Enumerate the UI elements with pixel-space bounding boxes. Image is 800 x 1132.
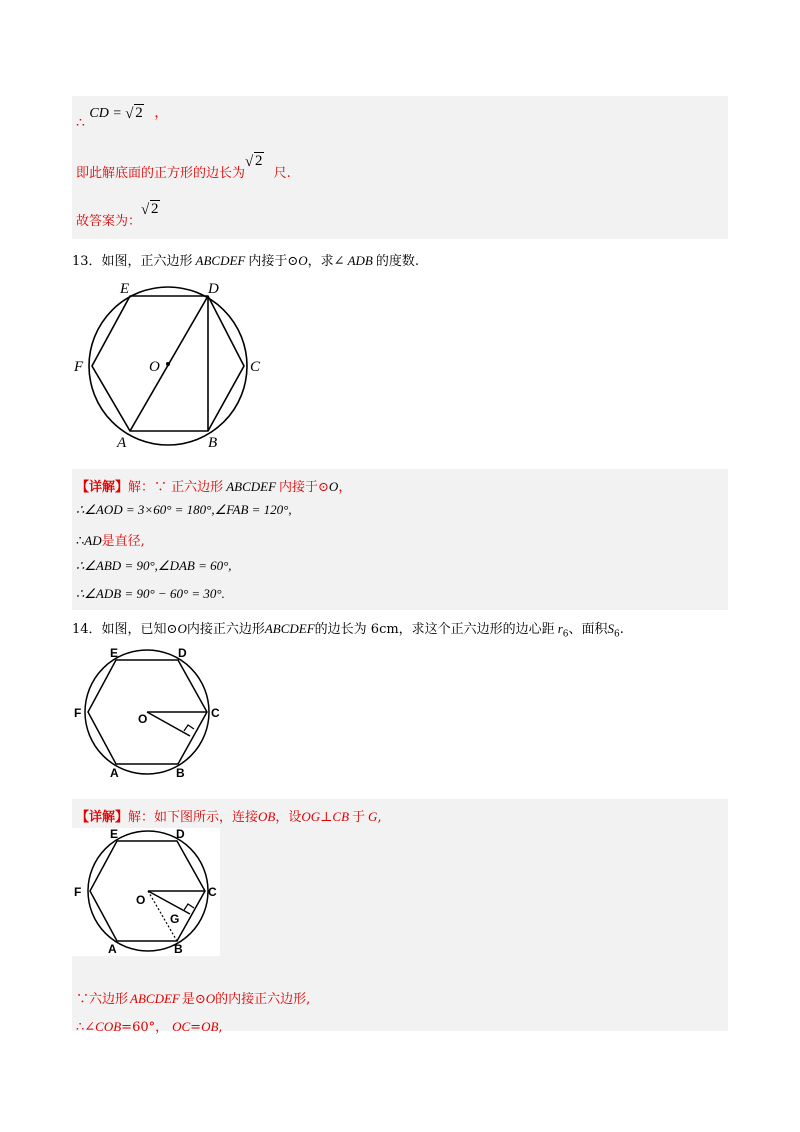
figure-15-hexagon [72, 826, 220, 956]
q13-ask: ，求∠ [307, 254, 345, 269]
q13-poly: ABCDEF [195, 253, 246, 268]
sol14-line2 [76, 988, 310, 1007]
right-angle-mark [184, 725, 194, 731]
sol13-l3c: 是直径, [101, 534, 145, 549]
sol14-l3b: COB [95, 1019, 122, 1034]
sol14-l2c: 是⊙ [181, 992, 206, 1007]
label-b-15: B [174, 942, 183, 956]
detail-tag-14: 【详解】 [76, 810, 129, 825]
q14-r6sub: 6 [562, 629, 569, 640]
label-c-15: C [208, 885, 217, 899]
sol13-o: O [328, 479, 339, 494]
sol13-line1 [76, 476, 351, 495]
q14-t2: 内接正六边形 [186, 622, 265, 637]
segment-og [147, 712, 190, 736]
sol14-g: G [368, 809, 378, 824]
label-c: C [250, 359, 261, 375]
sol14-perp: ⊥ [320, 810, 333, 825]
q13-o: O [298, 253, 308, 268]
label-f: F [74, 359, 84, 375]
label-f-14: F [74, 706, 82, 720]
text-chi: 尺. [273, 166, 291, 181]
figure-13-hexagon [70, 275, 270, 455]
label-e: E [120, 281, 130, 297]
sol14-l3f: OB [201, 1019, 219, 1034]
line-cd [76, 102, 169, 131]
label-a: A [117, 435, 127, 451]
sol14-t1: 解：如下图所示，连接 [128, 810, 259, 825]
therefore-sym: ∴ [76, 115, 85, 131]
label-f-15: F [74, 885, 82, 899]
sol13-poly: ABCDEF [226, 479, 277, 494]
label-o-15: O [136, 893, 146, 907]
sol14-line3 [76, 1016, 223, 1035]
question-13 [72, 250, 419, 269]
line-side-length [76, 150, 291, 181]
sqrt-2-b: √ 2 [245, 153, 263, 170]
sol13-t1: 正六边形 [171, 480, 224, 495]
question-14 [72, 618, 624, 640]
detail-tag: 【详解】 [76, 480, 129, 495]
sol14-l2a: ∵六边形 [76, 992, 129, 1007]
sqrt-2-c: √ 2 [141, 201, 159, 218]
sol14-l3e: = [190, 1020, 202, 1035]
q14-poly: ABCDEF [264, 621, 315, 636]
sol13-line3 [76, 530, 145, 549]
q14-r6: r [557, 621, 563, 636]
q14-s6sub: 6 [614, 629, 620, 640]
sol14-t3: 于 [352, 810, 366, 825]
q13-num: 13．如图，正六边形 [72, 254, 193, 269]
q14-s6: S [607, 621, 614, 636]
label-b: B [208, 435, 218, 451]
q13-mid: 内接于⊙ [248, 254, 299, 269]
sol13-line2: ∴∠AOD = 3×60° = 180°,∠FAB = 120°, [76, 502, 292, 517]
text-side: 即此解底面的正方形的边长为 [76, 166, 246, 181]
q14-t4: 、面积 [568, 622, 608, 637]
label-b-14: B [176, 766, 185, 780]
label-a-14: A [110, 766, 119, 780]
label-d-15: D [176, 827, 185, 841]
label-d-14: D [178, 646, 187, 660]
sol14-l3a: ∴∠ [76, 1020, 96, 1035]
label-c-14: C [211, 706, 220, 720]
q13-adb: ADB [347, 253, 373, 268]
sol14-l2d: O [205, 991, 216, 1006]
label-g-15: G [170, 912, 180, 926]
label-e-15: E [110, 827, 119, 841]
cd-eq: CD = [89, 106, 126, 121]
sol14-cb: CB [332, 809, 350, 824]
line-answer [76, 198, 160, 229]
sol13-l3b: AD [84, 533, 102, 548]
answer-label: 故答案为： [76, 214, 142, 229]
sol13-l3a: ∴ [76, 534, 85, 549]
sol14-l3g: , [218, 1020, 223, 1035]
q14-text: 14．如图，已知⊙ [72, 622, 178, 637]
label-a-15: A [108, 942, 117, 956]
sol14-l2b: ABCDEF [130, 991, 180, 1006]
sol13-jie: 解：∵ [128, 480, 168, 495]
sol14-l2e: 的内接正六边形, [215, 992, 311, 1007]
figure-14-hexagon [70, 643, 230, 783]
center-dot [166, 362, 170, 366]
sol13-t2: 内接于⊙ [279, 480, 329, 495]
sqrt-2-a: √ 2 [125, 105, 143, 122]
sol14-l3c: =60°， [121, 1020, 169, 1035]
q13-tail: 的度数. [375, 254, 419, 269]
label-o: O [149, 359, 160, 375]
sol13-line5: ∴∠ADB = 90° − 60° = 30°. [76, 586, 225, 601]
sol13-line4: ∴∠ABD = 90°,∠DAB = 60°, [76, 558, 232, 573]
q14-t3: 的边长为 6cm，求这个正六边形的边心距 [314, 622, 555, 637]
sol14-line1 [76, 806, 382, 825]
right-angle-mark-15 [184, 904, 194, 910]
sol13-t3: ， [338, 480, 352, 495]
comma: ， [154, 105, 169, 121]
sol14-t4: , [377, 810, 382, 825]
label-d: D [208, 281, 219, 297]
label-o-14: O [138, 712, 148, 726]
sol14-og: OG [301, 809, 321, 824]
q14-o: O [177, 621, 187, 636]
q14-t5: . [619, 622, 624, 637]
sol14-t2: ，设 [275, 810, 302, 825]
sol14-ob: OB [258, 809, 276, 824]
label-e-14: E [110, 646, 119, 660]
sol14-l3d: OC [172, 1019, 191, 1034]
